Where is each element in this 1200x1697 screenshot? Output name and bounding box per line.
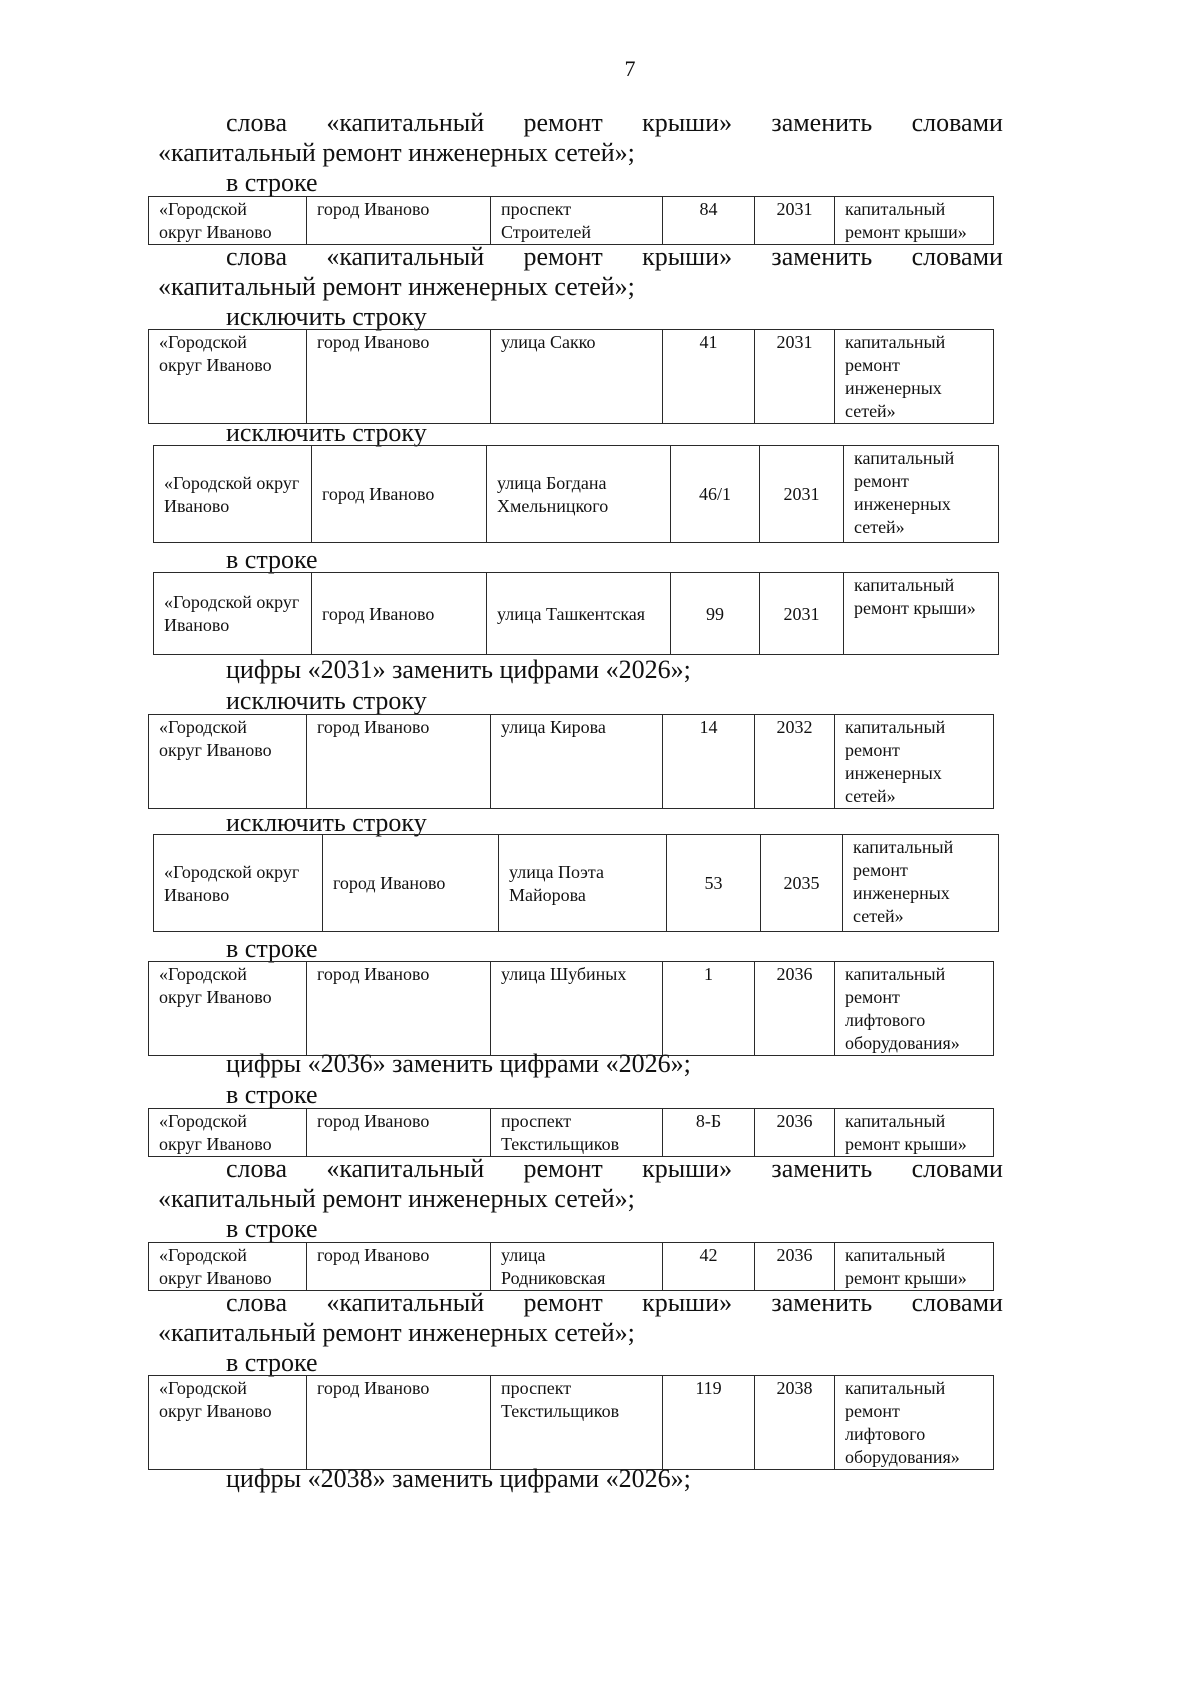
address-table-row-10 [148, 1375, 994, 1470]
street-cell: улица Родниковская [491, 1243, 663, 1291]
municipality-cell: «Городской округ Иваново [149, 1243, 307, 1291]
word: крыши» [642, 1288, 733, 1317]
justified-paragraph-line [226, 1288, 1003, 1318]
city-cell: город Иваново [307, 715, 491, 809]
paragraph-line: цифры «2031» заменить цифрами «2026»; [226, 655, 691, 684]
address-table-row-9 [148, 1242, 994, 1291]
address-table-row-6 [153, 834, 999, 932]
street-cell: проспект Текстильщиков [491, 1376, 663, 1470]
word: «капитальный [326, 108, 485, 137]
work-type-cell: капитальный ремонт крыши» [835, 1109, 994, 1157]
work-type-cell: капитальный ремонт инженерных сетей» [835, 330, 994, 424]
address-table-row-3 [153, 445, 999, 543]
paragraph-line: исключить строку [226, 686, 427, 715]
table-row [154, 835, 999, 932]
municipality-cell: «Городской округ Иваново [154, 573, 312, 655]
word: заменить [771, 108, 873, 137]
page-number: 7 [624, 56, 636, 81]
house-number-cell: 42 [663, 1243, 755, 1291]
year-cell: 2031 [755, 330, 835, 424]
word: заменить [771, 1154, 873, 1183]
house-number-cell: 84 [663, 197, 755, 245]
street-cell: улица Богдана Хмельницкого [487, 446, 671, 543]
justified-paragraph-line [226, 1154, 1003, 1184]
address-table-row-5 [148, 714, 994, 809]
work-type-cell: капитальный ремонт инженерных сетей» [843, 835, 999, 932]
paragraph-line: в строке [226, 168, 318, 197]
table-row [149, 197, 994, 245]
house-number-cell: 41 [663, 330, 755, 424]
word: слова [226, 108, 287, 137]
table-row [154, 573, 999, 655]
table-row [149, 1109, 994, 1157]
municipality-cell: «Городской округ Иваново [149, 962, 307, 1056]
table-row [149, 1243, 994, 1291]
municipality-cell: «Городской округ Иваново [149, 1376, 307, 1470]
address-table-row-1 [148, 196, 994, 245]
city-cell: город Иваново [307, 1243, 491, 1291]
work-type-cell: капитальный ремонт инженерных сетей» [835, 715, 994, 809]
city-cell: город Иваново [312, 573, 487, 655]
paragraph-line: исключить строку [226, 808, 427, 837]
street-cell: улица Шубиных [491, 962, 663, 1056]
municipality-cell: «Городской округ Иваново [149, 715, 307, 809]
year-cell: 2036 [755, 962, 835, 1056]
table-row [149, 715, 994, 809]
paragraph-line: исключить строку [226, 418, 427, 447]
word: крыши» [642, 1154, 733, 1183]
paragraph-line: цифры «2036» заменить цифрами «2026»; [226, 1049, 691, 1078]
paragraph-line: в строке [226, 1080, 318, 1109]
street-cell: улица Ташкентская [487, 573, 671, 655]
year-cell: 2036 [755, 1109, 835, 1157]
house-number-cell: 1 [663, 962, 755, 1056]
paragraph-line: в строке [226, 1214, 318, 1243]
house-number-cell: 14 [663, 715, 755, 809]
word: крыши» [642, 242, 733, 271]
address-table-row-7 [148, 961, 994, 1056]
word: словами [911, 1288, 1003, 1317]
house-number-cell: 119 [663, 1376, 755, 1470]
justified-paragraph-line [226, 108, 1003, 138]
justified-paragraph-line [226, 242, 1003, 272]
work-type-cell: капитальный ремонт крыши» [835, 1243, 994, 1291]
street-cell: улица Поэта Майорова [499, 835, 667, 932]
street-cell: улица Кирова [491, 715, 663, 809]
year-cell: 2032 [755, 715, 835, 809]
city-cell: город Иваново [307, 330, 491, 424]
city-cell: город Иваново [307, 1376, 491, 1470]
table-row [149, 962, 994, 1056]
municipality-cell: «Городской округ Иваново [149, 197, 307, 245]
word: ремонт [523, 108, 603, 137]
word: слова [226, 242, 287, 271]
work-type-cell: капитальный ремонт инженерных сетей» [844, 446, 999, 543]
word: словами [911, 108, 1003, 137]
word: крыши» [642, 108, 733, 137]
paragraph-line: «капитальный ремонт инженерных сетей»; [158, 1318, 635, 1347]
year-cell: 2031 [755, 197, 835, 245]
year-cell: 2036 [755, 1243, 835, 1291]
word: слова [226, 1288, 287, 1317]
house-number-cell: 99 [671, 573, 760, 655]
city-cell: город Иваново [312, 446, 487, 543]
paragraph-line: «капитальный ремонт инженерных сетей»; [158, 1184, 635, 1213]
house-number-cell: 53 [667, 835, 761, 932]
paragraph-line: «капитальный ремонт инженерных сетей»; [158, 272, 635, 301]
year-cell: 2031 [760, 446, 844, 543]
city-cell: город Иваново [323, 835, 499, 932]
table-row [154, 446, 999, 543]
table-row [149, 1376, 994, 1470]
street-cell: проспект Текстильщиков [491, 1109, 663, 1157]
municipality-cell: «Городской округ Иваново [154, 446, 312, 543]
work-type-cell: капитальный ремонт лифтового оборудования» [835, 962, 994, 1056]
word: заменить [771, 242, 873, 271]
word: словами [911, 242, 1003, 271]
street-cell: улица Сакко [491, 330, 663, 424]
paragraph-line: в строке [226, 934, 318, 963]
work-type-cell: капитальный ремонт крыши» [835, 197, 994, 245]
municipality-cell: «Городской округ Иваново [149, 1109, 307, 1157]
word: заменить [771, 1288, 873, 1317]
address-table-row-8 [148, 1108, 994, 1157]
table-row [149, 330, 994, 424]
paragraph-line: «капитальный ремонт инженерных сетей»; [158, 138, 635, 167]
work-type-cell: капитальный ремонт крыши» [844, 573, 999, 655]
city-cell: город Иваново [307, 962, 491, 1056]
word: «капитальный [326, 1154, 485, 1183]
municipality-cell: «Городской округ Иваново [154, 835, 323, 932]
paragraph-line: исключить строку [226, 302, 427, 331]
paragraph-line: в строке [226, 545, 318, 574]
city-cell: город Иваново [307, 1109, 491, 1157]
year-cell: 2035 [761, 835, 843, 932]
paragraph-line: цифры «2038» заменить цифрами «2026»; [226, 1464, 691, 1493]
word: ремонт [523, 242, 603, 271]
year-cell: 2031 [760, 573, 844, 655]
municipality-cell: «Городской округ Иваново [149, 330, 307, 424]
house-number-cell: 46/1 [671, 446, 760, 543]
word: ремонт [523, 1154, 603, 1183]
word: «капитальный [326, 1288, 485, 1317]
year-cell: 2038 [755, 1376, 835, 1470]
word: словами [911, 1154, 1003, 1183]
house-number-cell: 8-Б [663, 1109, 755, 1157]
word: «капитальный [326, 242, 485, 271]
address-table-row-2 [148, 329, 994, 424]
work-type-cell: капитальный ремонт лифтового оборудования» [835, 1376, 994, 1470]
word: ремонт [523, 1288, 603, 1317]
city-cell: город Иваново [307, 197, 491, 245]
paragraph-line: в строке [226, 1348, 318, 1377]
street-cell: проспект Строителей [491, 197, 663, 245]
word: слова [226, 1154, 287, 1183]
address-table-row-4 [153, 572, 999, 655]
